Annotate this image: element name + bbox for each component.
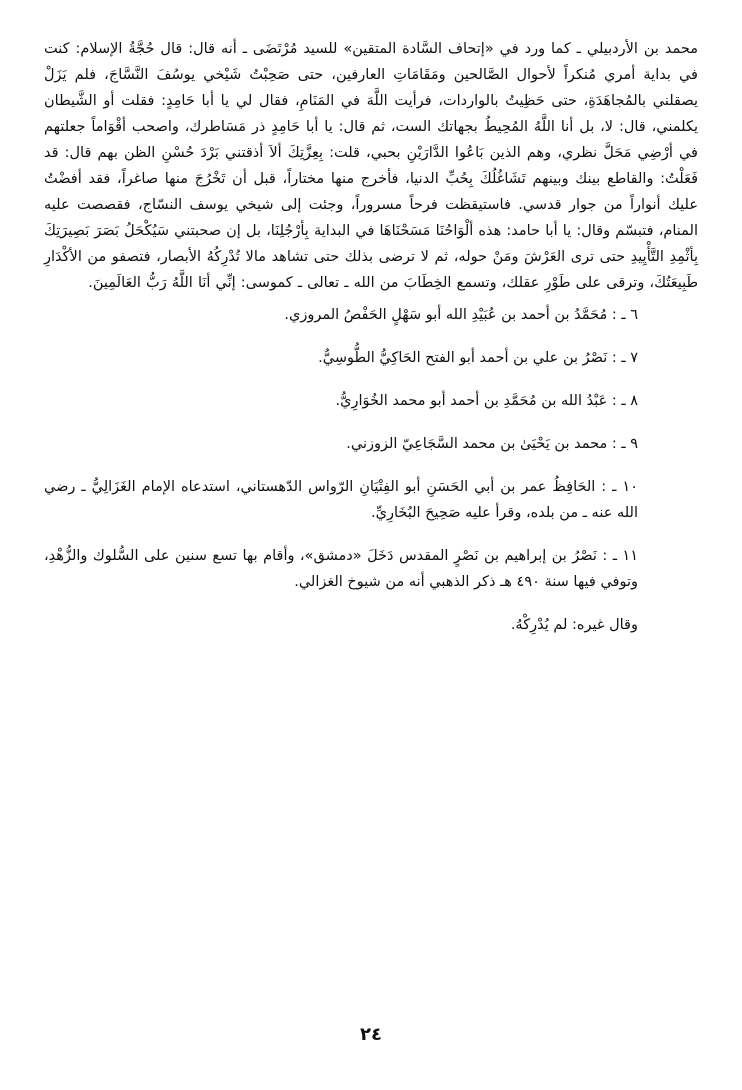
note-item-8: ٨ ـ : عَبْدُ الله بن مُحَمَّدِ بن أحمد أبو محمد الخُوَارِيُّ. <box>335 393 638 409</box>
page-number: ٢٤ <box>360 1024 382 1045</box>
note-item-9: ٩ ـ : محمد بن يَحْيَىٰ بن محمد السَّجَاعِيّ الزوزني. <box>346 436 638 452</box>
closing-line: وقال غيره: لم يُدْرِكْهُ. <box>510 617 638 633</box>
note-item-6: ٦ ـ : مُحَمَّدُ بن أحمد بن عُبَيْدِ الله أبو سَهْلٍ الحَفْصُ المروزي. <box>284 307 638 323</box>
note-item-11: ١١ ـ : نَصْرُ بن إبراهيم بن نَصْرٍ المقدس دَخَلَ «دمشق»، وأقام بها تسع سنين على السُّلوك والزُّهْدِ، وتوفي فيها سنة ٤٩٠ هـ ذكر الذهبي أنه من شيوخ الغزالي. <box>44 548 638 590</box>
note-item-7: ٧ ـ : نَصْرُ بن علي بن أحمد أبو الفتح الحَاكِيُّ الطُّوسِيُّ. <box>318 350 638 366</box>
main-paragraph: محمد بن الأردبيلي ـ كما ورد في «إتحاف السَّادة المتقين» للسيد مُرْتَضَى ـ أنه قال: قال حُجَّةُ الإسلام: كنت في بداية أمري مُنكراً لأحوال الصَّالحين ومَقَامَاتِ العارفين، حتى صَحِبْتُ شَيْخي يوسُفَ النَّسَّاجَ، فلم يَزَلْ يصقلني بالمُجاهَدَةِ، حتى حَظِيتُ بالواردات، فرأيت اللَّهَ في المَنَامِ، فقال لي يا أبا حَامِدٍ: فقلت أو الشَّيطان يكلمني، قال: لا، بل أنا اللَّهُ المُحِيطُ بجهاتك الست، ثم قال: يا أبا حَامِدٍ ذر مَسَاطرك، واصحب أقْوَاماً جعلتهم في أرْضِي مَحَلَّ نظري، وهم الذين بَاعُوا الدَّارَيْنِ بحبي، قلت: بِعِزَّتِكَ ألاَ أذقتني بَرْدَ حُسْنِ الظن بهم قال: قد فَعَلْتُ: والقاطع بينك وبينهم تَشَاغُلُكَ بِحُبِّ الدنيا، فأخرج منها مختاراً، قبل أن تَخْرُجَ منها صاغراً، فقد أفضْتُ عليك أنواراً من جوار قدسي. فاستيقظت فرحاً مسروراً، وجئت إلى شيخي يوسف النسّاج، فقصصت عليه المنام، فتبسّم وقال: يا أبا حامد: هذه ألْوَاحُنَا مَسَحْنَاهَا في البداية بِأرْجُلِنَا، بل إن صحبتني سَيُكْحَلُ بَصَرَ بَصِيرَتِكَ بِأثْمِدِ التَّأْيِيدِ حتى ترى العَرْشَ ومَنْ حوله، ثم لا ترضى بذلك حتى تشاهد مالا تُدْرِكُهُ الأبصار، فتصفو من الأكْدَارِ طَبِيعَتُكَ، وترقى على طَوْرِ عقلك، وتسمع الخِطَابَ من الله ـ تعالى ـ كموسى: إنِّي أنَا اللَّهُ رَبُّ العَالَمِينَ. <box>44 41 698 291</box>
note-item-10: ١٠ ـ : الحَافِظُ عمر بن أبي الحَسَنِ أبو الفِتْيَانِ الرّواس الدّهستاني، استدعاه الإمام الغَزَالِيُّ ـ رضي الله عنه ـ من بلده، وقرأ عليه صَحِيحَ البُخَارِيِّ. <box>44 479 638 521</box>
page-body <box>44 36 698 638</box>
